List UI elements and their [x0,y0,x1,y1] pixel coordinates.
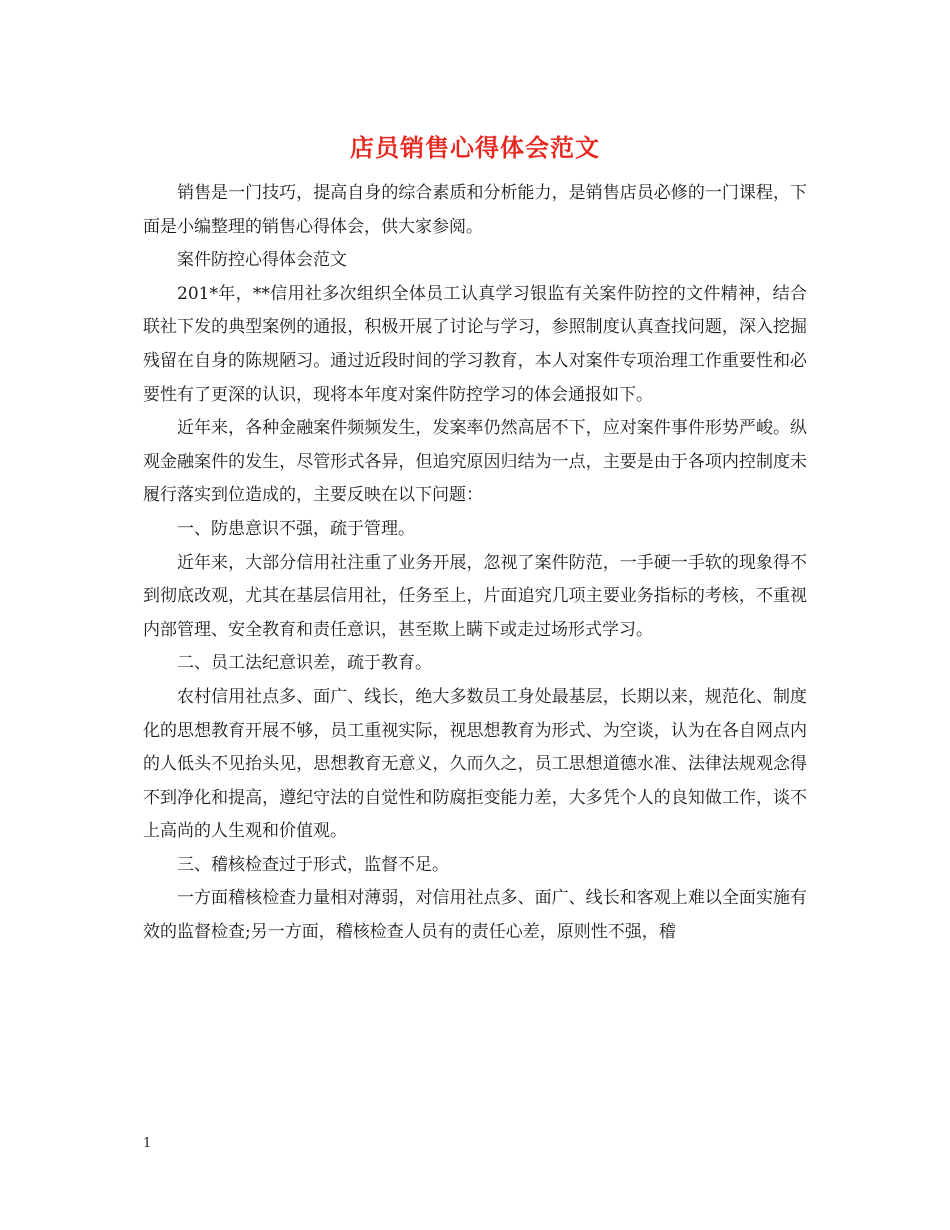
heading-section-2: 二、员工法纪意识差，疏于教育。 [177,653,432,674]
paragraph-section-2: 农村信用社点多、面广、线长，绝大多数员工身处最基层，长期以来，规范化、制度化的思想教育开展不够，员工重视实际，视思想教育为形式、为空谈，认为在各自网点内的人低头不见抬头见，思想教育无意义，久而久之，员工思想道德水准、法律法规观念得不到净化和提高，遵纪守法的自觉性和防腐拒变能力差，大多凭个人的良知做工作，谈不上高尚的人生观和价值观。 [143,686,807,842]
document-body [143,177,807,950]
paragraph-situation: 近年来，各种金融案件频频发生，发案率仍然高居不下，应对案件事件形势严峻。纵观金融案件的发生，尽管形式各异，但追究原因归结为一点，主要是由于各项内控制度未履行落实到位造成的，主要反映在以下问题： [143,418,807,506]
paragraph-study: 201*年，**信用社多次组织全体员工认真学习银监有关案件防控的文件精神，结合联社下发的典型案例的通报，积极开展了讨论与学习，参照制度认真查找问题，深入挖掘残留在自身的陈规陋习。通过近段时间的学习教育，本人对案件专项治理工作重要性和必要性有了更深的认识，现将本年度对案件防控学习的体会通报如下。 [143,283,807,405]
heading-section-1: 一、防患意识不强，疏于管理。 [177,518,415,539]
paragraph-section-3: 一方面稽核检查力量相对薄弱，对信用社点多、面广、线长和客观上难以全面实施有效的监督检查;另一方面，稽核检查人员有的责任心差，原则性不强，稽 [143,888,807,943]
paragraph-intro: 销售是一门技巧，提高自身的综合素质和分析能力，是销售店员必修的一门课程，下面是小编整理的销售心得体会，供大家参阅。 [143,183,807,237]
paragraph-subtitle: 案件防控心得体会范文 [177,250,347,271]
heading-section-3: 三、稽核检查过于形式，监督不足。 [177,854,449,875]
paragraph-section-1: 近年来，大部分信用社注重了业务开展，忽视了案件防范，一手硬一手软的现象得不到彻底改观，尤其在基层信用社，任务至上，片面追究几项主要业务指标的考核，不重视内部管理、安全教育和责任意识，甚至欺上瞒下或走过场形式学习。 [143,552,807,640]
page-title: 店员销售心得体会范文 [350,133,600,162]
page-number: 1 [143,1136,152,1151]
